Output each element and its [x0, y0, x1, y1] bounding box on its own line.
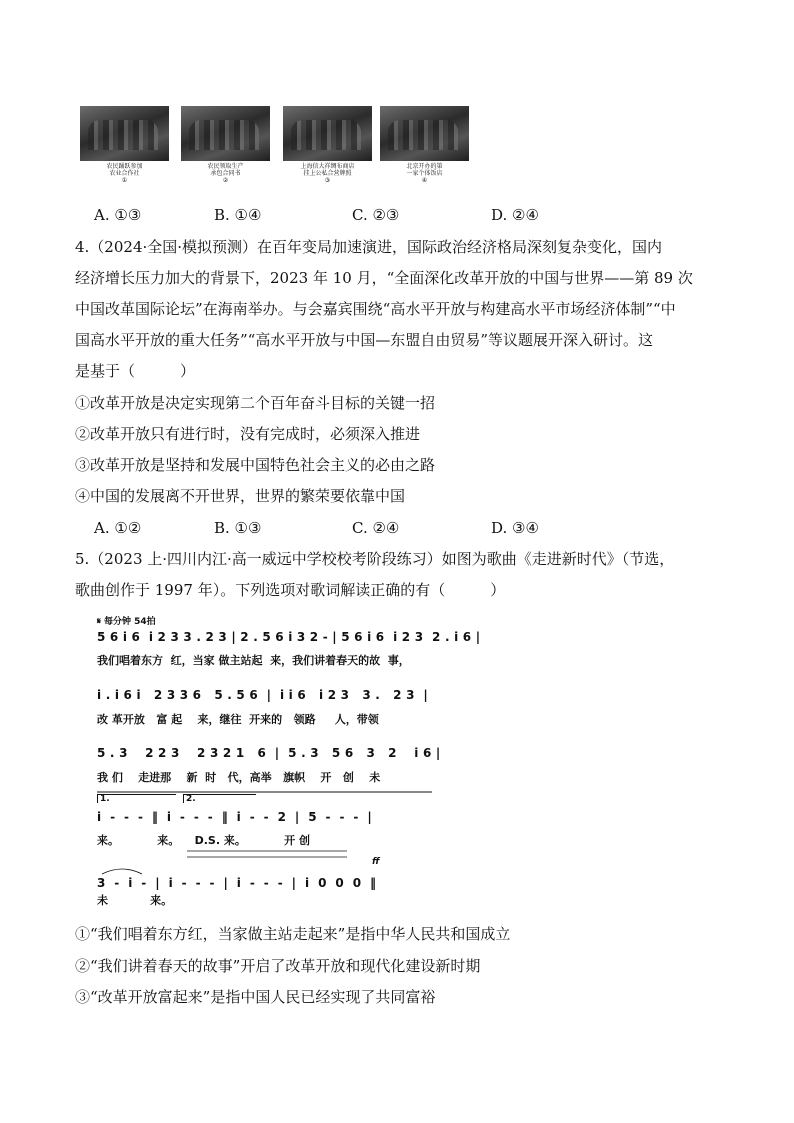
q5-item-2: ②“我们讲着春天的故事”开启了改革开放和现代化建设新时期	[75, 957, 481, 975]
photo-4	[380, 106, 469, 184]
q4-item-4: ④中国的发展离不开世界，世界的繁荣要依靠中国	[75, 487, 406, 505]
score-lyrics-2: 改 革开放 富 起 来，继往 开来的 领路 人，带领	[97, 713, 379, 726]
q4-option-a[interactable]: A. ①②	[94, 519, 142, 537]
score-lyrics-5: 未 来。	[97, 894, 173, 907]
q4-item-1: ①改革开放是决定实现第二个百年奋斗目标的关键一招	[75, 394, 436, 412]
q4-stem-line-2: 经济增长压力加大的背景下，2023 年 10 月，“全面深化改革开放的中国与世界——第 89 次	[75, 269, 693, 287]
q3-option-a[interactable]: A. ①③	[94, 206, 142, 224]
dynamic-marking: ff	[372, 857, 380, 867]
photo-3-caption: 上海信大祥绸布商店 挂上公私合营牌照 ③	[300, 163, 355, 184]
q4-option-b[interactable]: B. ①③	[214, 519, 262, 537]
photo-4-caption: 北京开办的第 一家个体饭店 ④	[406, 163, 443, 184]
score-lyrics-1: 我们唱着东方 红，当家 做主站起 来，我们讲着春天的故 事，	[97, 654, 410, 667]
q3-option-b[interactable]: B. ①④	[214, 206, 262, 224]
score-notes-5: 3 - i - | i - - - | i - - - | i 0 0 0 ‖	[97, 876, 377, 890]
q3-option-c[interactable]: C. ②③	[352, 206, 400, 224]
q4-stem-line-1: 4.（2024·全国·模拟预测）在百年变局加速演进，国际政治经济格局深刻复杂变化，国内	[75, 238, 663, 256]
q4-stem-line-5: 是基于（ ）	[75, 362, 196, 380]
q5-stem-line-1: 5.（2023 上·四川内江·高一威远中学校校考阶段练习）如图为歌曲《走进新时代》（节选，	[75, 550, 675, 568]
photo-3-image	[283, 106, 372, 161]
photo-2-caption: 农民领取生产 承包合同书 ②	[207, 163, 244, 184]
q4-stem-line-4: 国高水平开放的重大任务”“高水平开放与中国—东盟自由贸易”等议题展开深入研讨。这	[75, 331, 654, 349]
volta-1-label: 1.	[100, 794, 110, 804]
photo-2-image	[181, 106, 270, 161]
q4-item-2: ②改革开放只有进行时，没有完成时，必须深入推进	[75, 425, 421, 443]
q4-stem-line-3: 中国改革国际论坛”在海南举办。与会嘉宾围绕“高水平开放与构建高水平市场经济体制”“中	[75, 300, 676, 318]
q4-option-c[interactable]: C. ②④	[352, 519, 400, 537]
photo-1-image	[80, 106, 169, 161]
score-notes-3: 5 . 3 2 2 3 2 3 2 1 6 | 5 . 3 5 6 3 2 i 6 |	[97, 746, 441, 760]
photo-1	[80, 106, 169, 184]
q5-stem-line-2: 歌曲创作于 1997 年）。下列选项对歌词解读正确的有（ ）	[75, 581, 506, 599]
music-score	[97, 614, 481, 907]
score-lyrics-3: 我 们 走进那 新 时 代，高举 旗帜 开 创 未	[97, 771, 381, 784]
score-notes-2: i . i 6 i 2 3 3 6 5 . 5 6 | i i 6 i 2 3 3 . 2 3 |	[97, 688, 428, 702]
q3-option-d[interactable]: D. ②④	[491, 206, 539, 224]
score-notes-4: i - - - ‖ i - - - ‖ i - - 2 | 5 - - - |	[97, 810, 372, 824]
q5-item-1: ①“我们唱着东方红，当家做主站走起来”是指中华人民共和国成立	[75, 925, 511, 943]
photo-1-caption: 农民踊跃参加 农业合作社 ①	[106, 163, 143, 184]
score-notes-1: 5 6 i 6 i 2 3 3 . 2 3 | 2 . 5 6 i 3 2 - | 5 6 i 6 i 2 3 2 . i 6 |	[97, 630, 481, 644]
q5-item-3: ③“改革开放富起来”是指中国人民已经实现了共同富裕	[75, 988, 436, 1006]
photo-4-image	[380, 106, 469, 161]
q4-option-d[interactable]: D. ③④	[491, 519, 539, 537]
score-lyrics-4: 来。 来。 D.S. 来。 开 创	[97, 834, 310, 847]
photo-strip	[80, 106, 480, 184]
photo-3	[283, 106, 372, 184]
photo-2	[181, 106, 270, 184]
score-tempo: 𝄋 每分钟 54拍	[97, 617, 156, 627]
q4-item-3: ③改革开放是坚持和发展中国特色社会主义的必由之路	[75, 456, 436, 474]
volta-2-label: 2.	[186, 794, 196, 804]
